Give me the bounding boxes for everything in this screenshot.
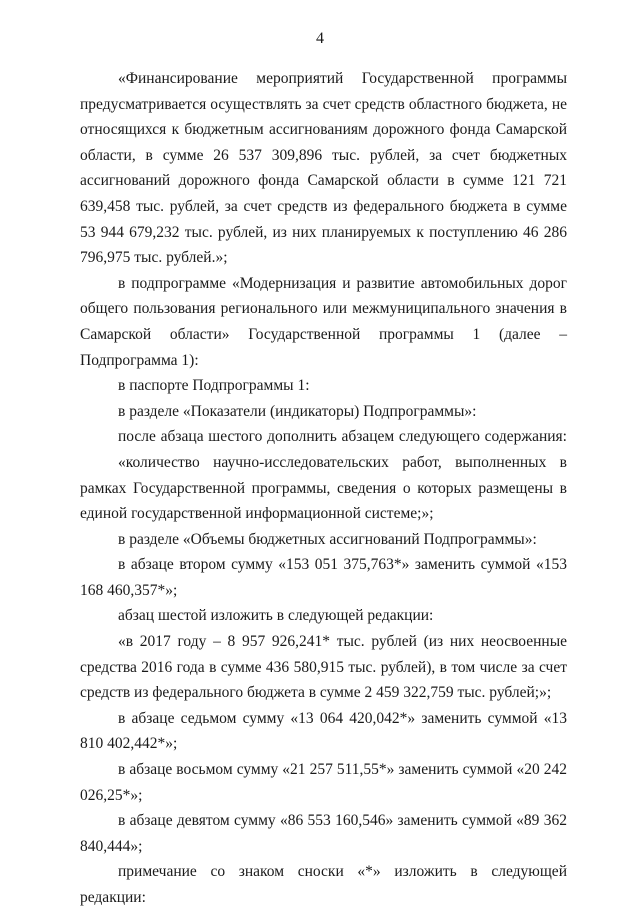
document-body [80,66,567,911]
paragraph-after-sixth: после абзаца шестого дополнить абзацем следующего содержания: [118,428,567,446]
page-number: 4 [316,30,324,47]
paragraph-sixth-wording: абзац шестой изложить в следующей редакции: [118,607,434,625]
paragraph-financing: «Финансирование мероприятий Государственной программы предусматривается осуществлять за счет средств областного бюджета, не относящихся к бюджетным ассигнованиям дорожного фонда Самарской области, в сумме 26 537 309,896 тыс. рублей, за счет бюджетных ассигнований дорожного фонда Самарской области в сумме 121 721 639,458 тыс. рублей, за счет средств из федерального бюджета в сумме 53 944 679,232 тыс. рублей, из них планируемых к поступлению 46 286 796,975 тыс. рублей.»; [80,70,567,267]
paragraph-second-sum: в абзаце втором сумму «153 051 375,763*» заменить суммой «153 168 460,357*»; [80,556,567,599]
paragraph-eighth-sum: в абзаце восьмом сумму «21 257 511,55*» заменить суммой «20 242 026,25*»; [80,761,567,804]
paragraph-indicators-section: в разделе «Показатели (индикаторы) Подпрограммы»: [118,402,477,420]
paragraph-ninth-sum: в абзаце девятом сумму «86 553 160,546» заменить суммой «89 362 840,444»; [80,812,567,855]
paragraph-seventh-sum: в абзаце седьмом сумму «13 064 420,042*» заменить суммой «13 810 402,442*»; [80,709,567,753]
paragraph-2017-year: «в 2017 году – 8 957 926,241* тыс. рублей (из них неосвоенные средства 2016 года в сумме 436 580,915 тыс. рублей), в том числе за счет средств из федерального бюджета в сумме 2 459 322,759 тыс. рублей;»; [80,633,567,702]
paragraph-budget-section: в разделе «Объемы бюджетных ассигнований Подпрограммы»: [118,530,537,548]
paragraph-footnote-note: примечание со знаком сноски «*» изложить в следующей редакции: [80,863,567,906]
paragraph-subprogram-1: в подпрограмме «Модернизация и развитие автомобильных дорог общего пользования регионального или межмуниципального значения в Самарской области» Государственной программы 1 (далее – Подпрограмма 1): [80,274,567,369]
paragraph-passport: в паспорте Подпрограммы 1: [118,377,310,395]
paragraph-research-count: «количество научно-исследовательских работ, выполненных в рамках Государственной программы, сведения о которых размещены в единой государственной информационной системе;»; [80,453,567,523]
